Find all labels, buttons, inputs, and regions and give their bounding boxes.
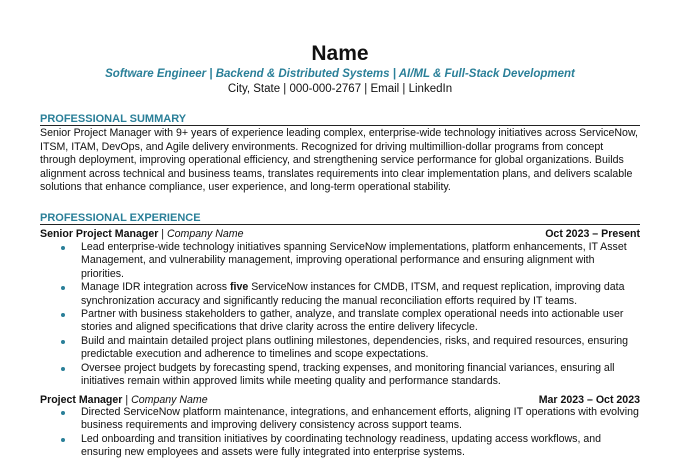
bullet-text: Partner with business stakeholders to gather, analyze, and translate complex operational needs into actionable user stories and aligned specifications that drive clarity across the entire delivery lifecycle. <box>81 308 624 334</box>
job-separator: | <box>158 228 167 240</box>
bullet-text: Manage IDR integration across <box>81 281 230 294</box>
bullet-text: Oversee project budgets by forecasting spend, tracking expenses, and monitoring financial variances, ensuring all initiatives remain within approved limits while meeting quality and performance standards. <box>81 361 615 388</box>
bullet-text-continued: ServiceNow instances for CMDB, ITSM, and request replication, improving data synchronization accuracy and significantly reducing the manual reconciliation efforts required by IT teams. <box>81 281 625 307</box>
bullet-emphasis: five <box>229 281 249 294</box>
job-dates: Oct 2023 – Present <box>545 228 640 240</box>
job-company: Company Name <box>131 394 208 406</box>
bullet-text: Build and maintain detailed project plans outlining milestones, dependencies, risks, and required resources, ensuring predictable execution and adherence to timelines and scope expectations. <box>81 334 629 361</box>
job-header <box>40 227 640 241</box>
summary-heading: PROFESSIONAL SUMMARY <box>40 113 187 125</box>
summary-paragraph: Senior Project Manager with 9+ years of experience leading complex, enterprise-wide technology initiatives across ServiceNow, ITSM, ITAM, DevOps, and Agile delivery environments. Recognized for driving multimillion-dollar programs from concept through deployment, improving operational efficiency, and strengthening service performance for global organizations. Builds alignment across technical and business teams, translates requirements into clear implementation plans, and delivers scalable solutions that enhance compliance, user experience, and long-term operational stability. <box>40 127 638 193</box>
list-item <box>40 241 640 281</box>
job-dates: Mar 2023 – Oct 2023 <box>538 394 640 406</box>
experience-divider <box>40 224 640 225</box>
list-item <box>40 308 640 335</box>
list-item <box>40 335 640 362</box>
summary-divider <box>40 125 640 126</box>
bullet-icon <box>61 286 65 290</box>
candidate-name: Name <box>311 42 369 65</box>
list-item <box>40 362 640 389</box>
bullet-icon <box>61 246 65 250</box>
job-bullet-list <box>40 241 640 388</box>
experience-heading: PROFESSIONAL EXPERIENCE <box>40 212 201 224</box>
job-company: Company Name <box>166 228 244 240</box>
bullet-icon <box>61 411 65 415</box>
bullet-text: Lead enterprise-wide technology initiatives spanning ServiceNow implementations, platform enhancements, IT Asset Management, and vulnerability management, improving operational performance and ensuring alignment with priorities. <box>81 241 627 280</box>
job-separator: | <box>122 394 132 406</box>
bullet-text: Directed ServiceNow platform maintenance, integrations, and enhancement efforts, aligning IT operations with evolving business requirements and improving delivery consistency across support teams. <box>81 406 639 432</box>
job-bullet-list <box>40 406 640 460</box>
bullet-icon <box>61 340 65 344</box>
list-item <box>40 406 640 433</box>
bullet-icon <box>61 313 65 317</box>
bullet-icon <box>61 438 65 442</box>
contact-line: City, State | 000-000-2767 | Email | LinkedIn <box>227 83 453 95</box>
headline-tagline: Software Engineer | Backend & Distributed Systems | AI/ML & Full-Stack Development <box>105 68 575 80</box>
list-item <box>40 433 640 460</box>
job-title: Senior Project Manager <box>40 228 159 240</box>
list-item <box>40 281 640 308</box>
job-header <box>40 393 640 407</box>
bullet-text: Led onboarding and transition initiatives by coordinating technology readiness, updating access workflows, and ensuring new employees and assets were fully integrated into enterprise systems. <box>81 432 602 459</box>
bullet-icon <box>61 367 65 371</box>
job-title: Project Manager <box>40 394 123 406</box>
